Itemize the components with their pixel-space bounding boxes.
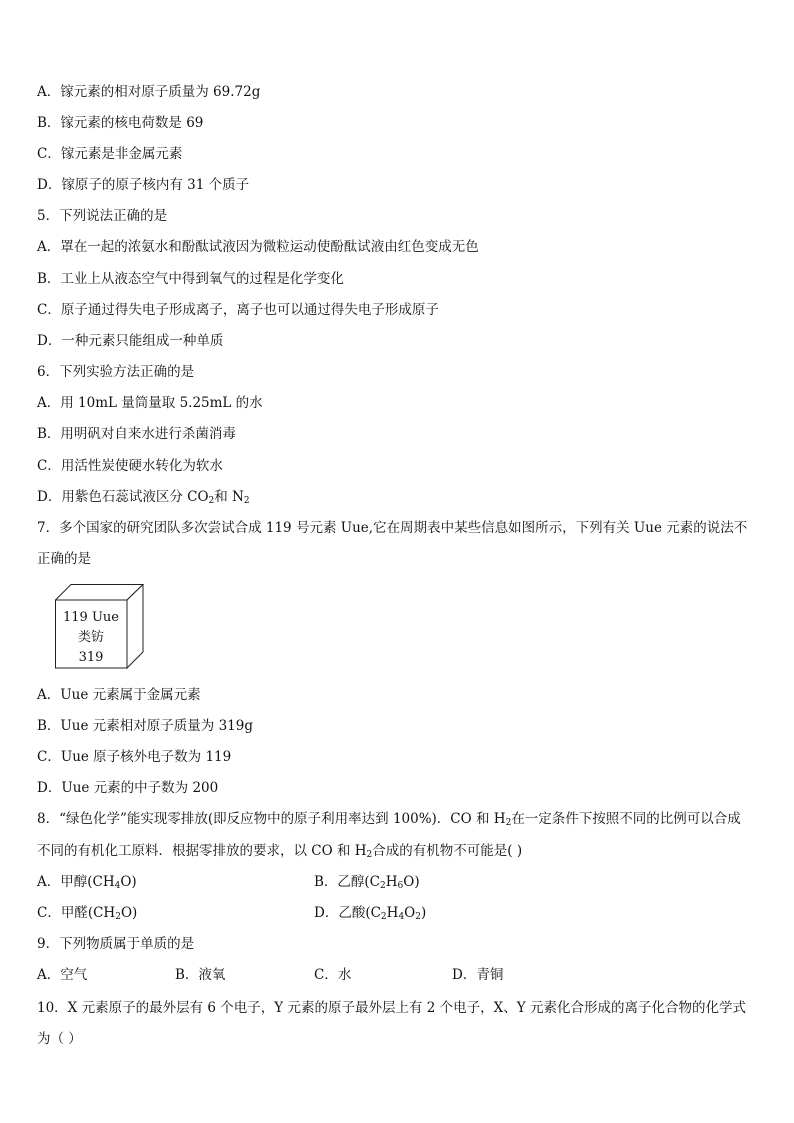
q7-option-c: C．Uue 原子核外电子数为 119 [37,749,232,765]
q7-stem-line1: 7．多个国家的研究团队多次尝试合成 119 号元素 Uue,它在周期表中某些信息如图所示，下列有关 Uue 元素的说法不 [37,520,748,536]
q8-option-b: B．乙醇$(C_2H_6O)$ [314,874,420,891]
q4-option-a: A．镓元素的相对原子质量为 69.72g [37,84,261,100]
q8-option-c: C．甲醛$(CH_2O)$ [37,905,138,922]
element-number-symbol [55,608,127,628]
element-number: 119 [63,610,88,625]
q7-option-d: D．Uue 元素的中子数为 200 [37,780,219,796]
q5-stem: 5．下列说法正确的是 [37,208,168,224]
element-name: 类钫 [77,630,104,645]
q8-option-d: D．乙酸$(C_2H_4O_2)$ [314,905,427,922]
element-card [55,584,145,670]
q5-option-b: B．工业上从液态空气中得到氧气的过程是化学变化 [37,271,344,287]
q5-option-d: D．一种元素只能组成一种单质 [37,333,224,349]
element-symbol: Uue [91,610,119,625]
q8-option-a: A．甲醇$(CH_4O)$ [37,874,137,891]
q10-stem-line2: 为（ ） [37,1031,82,1047]
q5-option-c: C．原子通过得失电子形成离子，离子也可以通过得失电子形成原子 [37,302,439,318]
q9-option-b: B．液氧 [175,967,226,983]
q7-option-a: A．Uue 元素属于金属元素 [37,687,201,703]
element-card-text [55,608,127,668]
q7-option-b: B．Uue 元素相对原子质量为 319g [37,718,253,734]
q9-option-c: C．水 [314,967,352,983]
q6-option-d: D．用紫色石蕊试液区分 $CO_2$和 $N_2$ [37,489,250,506]
q6-option-b: B．用明矾对自来水进行杀菌消毒 [37,426,236,442]
q4-option-d: D．镓原子的原子核内有 31 个质子 [37,177,250,193]
q4-option-c: C．镓元素是非金属元素 [37,146,183,162]
element-mass: 319 [78,650,104,665]
q5-option-a: A．罩在一起的浓氨水和酚酞试液因为微粒运动使酚酞试液由红色变成无色 [37,239,479,255]
q9-option-a: A．空气 [37,967,88,983]
q7-stem-line2: 正确的是 [37,551,91,567]
q8-stem-line1: 8．“绿色化学”能实现零排放(即反应物中的原子利用率达到 100%)．CO 和 $H_2$在一定条件下按照不同的比例可以合成 [37,811,741,828]
q6-option-a: A．用 10mL 量筒量取 5.25mL 的水 [37,395,263,411]
q6-stem: 6．下列实验方法正确的是 [37,364,195,380]
q4-option-b: B．镓元素的核电荷数是 69 [37,115,204,131]
q9-stem: 9．下列物质属于单质的是 [37,936,195,952]
q8-stem-line2: 不同的有机化工原料．根据零排放的要求，以 CO 和 $H_2$合成的有机物不可能是( ) [37,843,523,860]
q10-stem-line1: 10．X 元素原子的最外层有 6 个电子，Y 元素的原子最外层上有 2 个电子，X、Y 元素化合形成的离子化合物的化学式 [37,1000,746,1016]
q6-option-c: C．用活性炭使硬水转化为软水 [37,458,223,474]
q9-option-d: D．青铜 [452,967,504,983]
